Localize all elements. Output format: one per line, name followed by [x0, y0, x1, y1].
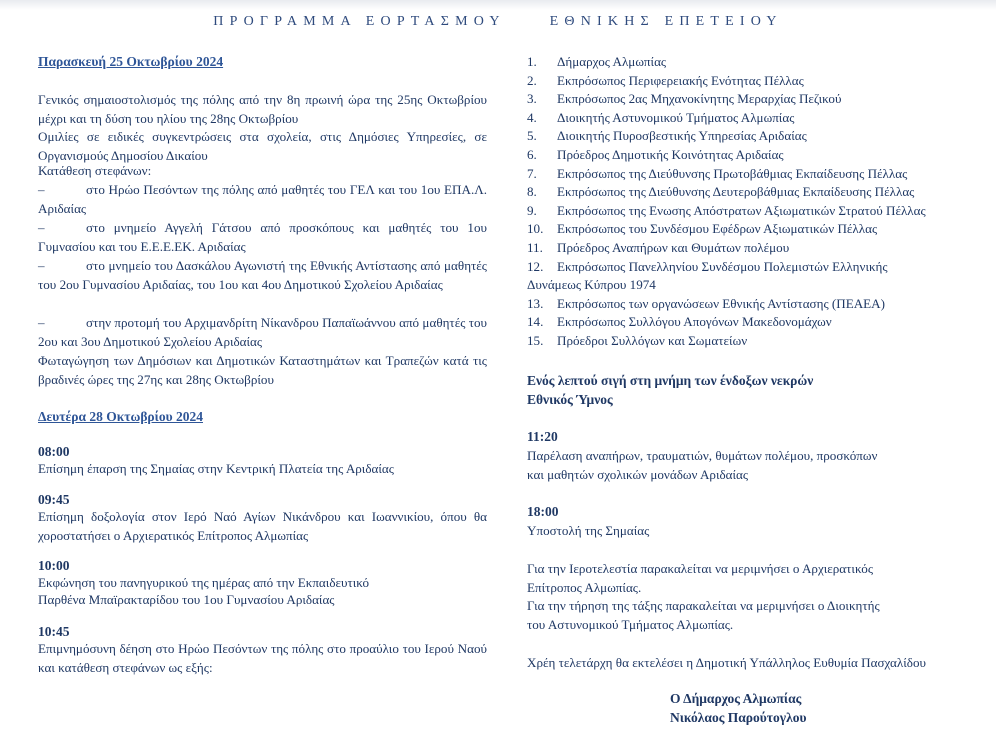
- list-item: [527, 313, 977, 332]
- parade-line-2: και μαθητών σχολικών μονάδων Αριδαίας: [527, 467, 749, 482]
- national-anthem: Εθνικός Ύμνος: [527, 392, 613, 407]
- list-item: [527, 53, 977, 72]
- list-item: [527, 109, 977, 128]
- list-number: 13.: [527, 295, 544, 311]
- page-title: [0, 14, 996, 30]
- wreath-item-3: [38, 257, 487, 294]
- wreath-item-2: [38, 219, 487, 256]
- flag-decoration-paragraph: Γενικός σημαιοστολισμός της πόλης από την 8η πρωινή ώρα της 25ης Οκτωβρίου μέχρι και τη δύση του ηλίου της 28ης Οκτωβρίου: [38, 92, 487, 126]
- list-number: 9.: [527, 202, 537, 218]
- speeches-paragraph: Ομιλίες σε ειδικές συγκεντρώσεις στα σχολεία, στις Δημόσιες Υπηρεσίες, σε Οργανισμούς Δημοσίου Δικαίου: [38, 129, 487, 163]
- master-of-ceremonies: Χρέη τελετάρχη θα εκτελέσει η Δημοτική Υπάλληλος Ευθυμία Πασχαλίδου: [527, 655, 926, 670]
- list-item: [527, 127, 977, 146]
- list-number: 6.: [527, 146, 537, 162]
- list-text: Δήμαρχος Αλμωπίας: [557, 54, 667, 69]
- list-text: Διοικητής Αστυνομικού Τμήματος Αλμωπίας: [557, 109, 795, 125]
- list-item: [527, 72, 977, 91]
- signature-role: Ο Δήμαρχος Αλμωπίας: [670, 691, 802, 706]
- top-shade: [0, 0, 996, 10]
- event-text-1000-line2: Παρθένα Μπαϊρακταρίδου του 1ου Γυμνασίου Αριδαίας: [38, 592, 335, 607]
- dash-marker: –: [38, 182, 45, 197]
- friday-heading: Παρασκευή 25 Οκτωβρίου 2024: [38, 54, 224, 69]
- title-part-1: ΠΡΟΓΡΑΜΜΑ ΕΟΡΤΑΣΜΟΥ: [213, 14, 506, 29]
- list-text: Διοικητής Πυροσβεστικής Υπηρεσίας Αριδαίας: [557, 128, 807, 144]
- list-text: Εκπρόσωπος του Συνδέσμου Εφέδρων Αξιωματικών Πέλλας: [557, 221, 878, 237]
- note-ceremony-line-1: Για την Ιεροτελεστία παρακαλείται να μεριμνήσει ο Αρχιερατικός: [527, 561, 873, 576]
- list-item-12-continuation: Δυνάμεως Κύπρου 1974: [527, 277, 656, 293]
- list-text: Πρόεδρος Αναπήρων και Θυμάτων πολέμου: [557, 239, 790, 255]
- list-item: [527, 239, 977, 258]
- wreath-item-2-text: στο μνημείο Αγγελή Γάτσου από προσκόπους και μαθητές του 1ου Γυμνασίου και του Ε.Ε.Ε.ΕΚ. Αριδαίας: [38, 220, 487, 254]
- list-item: [527, 220, 977, 239]
- list-item: [527, 258, 977, 277]
- list-item: [527, 183, 977, 202]
- list-text: Εκπρόσωπος Συλλόγου Απογόνων Μακεδονομάχων: [557, 314, 832, 330]
- event-time-0800: 08:00: [38, 444, 70, 459]
- list-number: 8.: [527, 184, 537, 200]
- minute-silence: Ενός λεπτού σιγή στη μνήμη των ένδοξων νεκρών: [527, 373, 814, 388]
- list-item: [527, 332, 977, 351]
- wreath-intro: Κατάθεση στεφάνων:: [38, 163, 152, 178]
- list-item: [527, 202, 977, 221]
- list-number: 15.: [527, 332, 544, 348]
- list-text: Εκπρόσωπος των οργανώσεων Εθνικής Αντίστασης (ΠΕΑΕΑ): [557, 295, 886, 311]
- list-item: [527, 90, 977, 109]
- event-text-1000-line1: Εκφώνηση του πανηγυρικού της ημέρας από την Εκπαιδευτικό: [38, 575, 370, 590]
- event-text-1045: Επιμνημόσυνη δέηση στο Ηρώο Πεσόντων της πόλης στο προαύλιο του Ιερού Ναού και κατάθεση στεφάνων ως εξής:: [38, 641, 487, 675]
- wreath-item-1: [38, 181, 487, 218]
- event-text-0800: Επίσημη έπαρση της Σημαίας στην Κεντρική Πλατεία της Αριδαίας: [38, 461, 394, 476]
- event-text-0945: Επίσημη δοξολογία στον Ιερό Ναό Αγίων Νικάνδρου και Ιωαννικίου, όπου θα χοροστατήσει ο Αρχιερατικός Επίτροπος Αλμωπίας: [38, 509, 487, 543]
- list-text: Εκπρόσωπος Περιφερειακής Ενότητας Πέλλας: [557, 72, 804, 88]
- list-number: 14.: [527, 314, 544, 330]
- signature-block: [670, 690, 806, 727]
- list-number: 7.: [527, 165, 537, 181]
- list-text: Εκπρόσωπος της Διεύθυνσης Δευτεροβάθμιας Εκπαίδευσης Πέλλας: [557, 184, 915, 200]
- wreath-item-3-text: στο μνημείο του Δασκάλου Αγωνιστή της Εθνικής Αντίστασης από μαθητές του 2ου Γυμνασίου Αριδαίας, του 1ου και 4ου Δημοτικού Σχολείου Αριδαίας: [38, 258, 487, 292]
- dash-marker: –: [38, 220, 45, 235]
- dash-marker: –: [38, 315, 45, 330]
- list-text: Εκπρόσωπος Πανελληνίου Συνδέσμου Πολεμιστών Ελληνικής: [557, 258, 888, 274]
- list-number: 3.: [527, 91, 537, 107]
- event-time-1000: 10:00: [38, 558, 70, 573]
- event-time-1045: 10:45: [38, 624, 70, 639]
- list-text: Πρόεδροι Συλλόγων και Σωματείων: [557, 332, 748, 348]
- list-item: [527, 146, 977, 165]
- wreath-item-4-text: στην προτομή του Αρχιμανδρίτη Νίκανδρου Παπαϊωάννου από μαθητές του 2ου και 3ου Δημοτικού Σχολείου Αριδαίας: [38, 315, 487, 349]
- list-number: 12.: [527, 258, 544, 274]
- list-number: 10.: [527, 221, 544, 237]
- list-text: Πρόεδρος Δημοτικής Κοινότητας Αριδαίας: [557, 146, 784, 162]
- list-number: 11.: [527, 239, 543, 255]
- parade-line-1: Παρέλαση αναπήρων, τραυματιών, θυμάτων πολέμου, προσκόπων: [527, 448, 878, 463]
- list-number: 2.: [527, 72, 537, 88]
- list-number: 5.: [527, 128, 537, 144]
- flag-lowering: Υποστολή της Σημαίας: [527, 523, 650, 538]
- title-part-2: ΕΘΝΙΚΗΣ ΕΠΕΤΕΙΟΥ: [549, 14, 783, 29]
- signature-name: Νικόλαος Παρούτογλου: [670, 709, 807, 725]
- lighting-paragraph: Φωταγώγηση των Δημόσιων και Δημοτικών Καταστημάτων και Τραπεζών κατά τις βραδινές ώρες της 27ης και 28ης Οκτωβρίου: [38, 353, 487, 387]
- participants-list: [527, 53, 977, 351]
- list-text: Εκπρόσωπος της Ενωσης Απόστρατων Αξιωματικών Στρατού Πέλλας: [557, 202, 926, 218]
- monday-heading: Δευτέρα 28 Οκτωβρίου 2024: [38, 409, 203, 424]
- list-number: 4.: [527, 109, 537, 125]
- list-item: [527, 295, 977, 314]
- wreath-item-4: [38, 314, 487, 351]
- list-item: [527, 165, 977, 184]
- list-text: Εκπρόσωπος 2ας Μηχανοκίνητης Μεραρχίας Πεζικού: [557, 91, 842, 107]
- note-order-line-2: του Αστυνομικού Τμήματος Αλμωπίας.: [527, 617, 734, 632]
- event-time-1120: 11:20: [527, 429, 558, 444]
- event-time-0945: 09:45: [38, 492, 70, 507]
- list-number: 1.: [527, 54, 537, 69]
- list-text: Εκπρόσωπος της Διεύθυνσης Πρωτοβάθμιας Εκπαίδευσης Πέλλας: [557, 165, 908, 181]
- dash-marker: –: [38, 258, 45, 273]
- event-time-1800: 18:00: [527, 504, 559, 519]
- note-order-line-1: Για την τήρηση της τάξης παρακαλείται να μεριμνήσει ο Διοικητής: [527, 598, 880, 613]
- wreath-item-1-text: στο Ηρώο Πεσόντων της πόλης από μαθητές του ΓΕΛ και του 1ου ΕΠΑ.Λ. Αριδαίας: [38, 182, 487, 216]
- note-ceremony-line-2: Επίτροπος Αλμωπίας.: [527, 580, 642, 595]
